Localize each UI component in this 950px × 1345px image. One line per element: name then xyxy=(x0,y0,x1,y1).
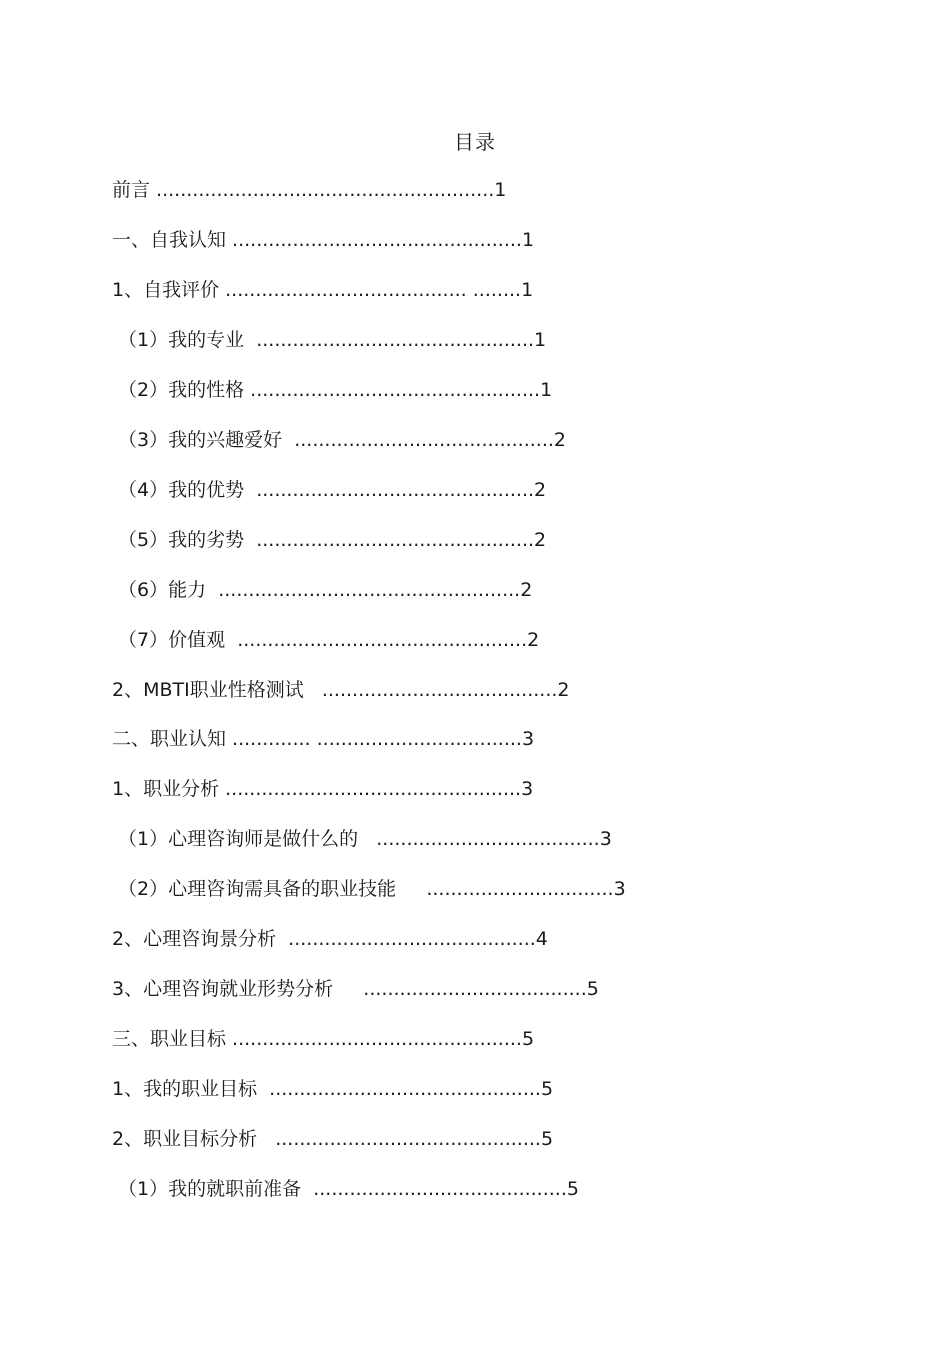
toc-entry-text: （2）心理咨询需具备的职业技能 xyxy=(112,878,397,900)
toc-entry[interactable] xyxy=(112,227,534,253)
toc-entry[interactable] xyxy=(112,527,546,553)
toc-entry-leader: .............................................. xyxy=(244,479,535,501)
toc-entry[interactable] xyxy=(112,327,546,353)
toc-entry-text: 1、职业分析 xyxy=(112,778,220,800)
toc-entry-text: （1）我的就职前准备 xyxy=(112,1178,302,1200)
toc-entry-page: 3 xyxy=(521,778,534,800)
toc-entry-leader: .............................................. xyxy=(244,329,535,351)
toc-entry-text: 2、职业目标分析 xyxy=(112,1128,258,1150)
toc-entry-leader: ..................................... xyxy=(333,978,587,1000)
toc-entry[interactable] xyxy=(112,976,599,1002)
toc-entry[interactable] xyxy=(112,377,552,403)
toc-entry-page: 5 xyxy=(566,1178,579,1200)
toc-entry-page: 5 xyxy=(540,1128,554,1150)
toc-entry-page: 1 xyxy=(521,229,535,251)
toc-entry-text: 二、职业认知 xyxy=(112,728,227,750)
toc-entry-text: （1）心理咨询师是做什么的 xyxy=(112,828,359,850)
toc-entry-page: 4 xyxy=(535,928,548,950)
toc-entry[interactable] xyxy=(112,577,532,603)
toc-entry-page: 2 xyxy=(534,479,547,501)
toc-entry-page: 2 xyxy=(520,579,533,601)
toc-entry-page: 2 xyxy=(557,679,570,701)
toc-entry[interactable] xyxy=(112,876,626,902)
toc-entry-leader: ........................................ ........ xyxy=(219,279,522,301)
toc-entry-page: 5 xyxy=(586,978,599,1000)
toc-entry-page: 3 xyxy=(613,878,626,900)
toc-entry-page: 1 xyxy=(534,329,547,351)
toc-title: 目录 xyxy=(454,130,496,154)
toc-entry-text: 一、自我认知 xyxy=(112,229,227,251)
toc-entry-leader: ............................... xyxy=(396,878,614,900)
toc-entry-text: 1、自我评价 xyxy=(112,279,220,301)
toc-entry-text: 三、职业目标 xyxy=(112,1028,227,1050)
toc-entry-leader: ................................................ xyxy=(225,629,528,651)
toc-entry[interactable] xyxy=(112,177,506,203)
toc-entry-text: （4）我的优势 xyxy=(112,479,245,501)
toc-entry-page: 1 xyxy=(540,379,553,401)
toc-entry-text: （3）我的兴趣爱好 xyxy=(112,429,283,451)
toc-entry-leader: ........................................................ xyxy=(150,179,495,201)
toc-entry-page: 2 xyxy=(534,529,547,551)
toc-entry[interactable] xyxy=(112,677,570,703)
toc-entry-page: 2 xyxy=(527,629,540,651)
toc-entry-page: 5 xyxy=(540,1078,554,1100)
toc-entry-text: （1）我的专业 xyxy=(112,329,245,351)
toc-entry[interactable] xyxy=(112,1176,579,1202)
toc-entry-leader: ............. .................................. xyxy=(226,728,522,750)
toc-entry[interactable] xyxy=(112,776,533,802)
toc-entry-text: （6）能力 xyxy=(112,579,207,601)
toc-entry-text: （5）我的劣势 xyxy=(112,529,245,551)
toc-entry-leader: ................................................ xyxy=(244,379,541,401)
toc-entry-leader: .................................................. xyxy=(206,579,521,601)
toc-entry-text: 2、MBTI职业性格测试 xyxy=(112,679,304,701)
toc-entry-text: 前言 xyxy=(112,179,151,201)
toc-entry-text: （7）价值观 xyxy=(112,629,226,651)
toc-entry[interactable] xyxy=(112,926,548,952)
toc-entry-page: 3 xyxy=(521,728,535,750)
toc-entry[interactable] xyxy=(112,477,546,503)
toc-entry-page: 1 xyxy=(521,279,534,301)
toc-entry[interactable] xyxy=(112,427,566,453)
toc-entry[interactable] xyxy=(112,1126,553,1152)
toc-entry-page: 5 xyxy=(521,1028,535,1050)
toc-entry[interactable] xyxy=(112,627,539,653)
toc-entry-leader: ......................................... xyxy=(276,928,536,950)
toc-entry[interactable] xyxy=(112,826,612,852)
toc-entry[interactable] xyxy=(112,277,533,303)
toc-entry-page: 2 xyxy=(553,429,567,451)
toc-entry-text: 3、心理咨询就业形势分析 xyxy=(112,978,334,1000)
toc-entry[interactable] xyxy=(112,726,534,752)
toc-entry[interactable] xyxy=(112,1026,534,1052)
toc-entry-leader: .............................................. xyxy=(244,529,535,551)
toc-entry-page: 3 xyxy=(599,828,612,850)
toc-entry-text: 2、心理咨询景分析 xyxy=(112,928,277,950)
toc-entry-leader: ............................................. xyxy=(257,1078,541,1100)
toc-entry-leader: ................................................. xyxy=(219,778,522,800)
toc-entry-page: 1 xyxy=(494,179,507,201)
toc-entry-leader: ................................................ xyxy=(226,1028,522,1050)
toc-entry-leader: ............................................ xyxy=(257,1128,541,1150)
toc-entry-leader: .......................................... xyxy=(301,1178,567,1200)
toc-entry-leader: ....................................... xyxy=(303,679,558,701)
toc-entry-leader: ........................................... xyxy=(282,429,554,451)
toc-entry[interactable] xyxy=(112,1076,553,1102)
toc-entry-text: 1、我的职业目标 xyxy=(112,1078,258,1100)
toc-entry-leader: ................................................ xyxy=(226,229,522,251)
toc-entry-text: （2）我的性格 xyxy=(112,379,245,401)
toc-entry-leader: ..................................... xyxy=(358,828,600,850)
